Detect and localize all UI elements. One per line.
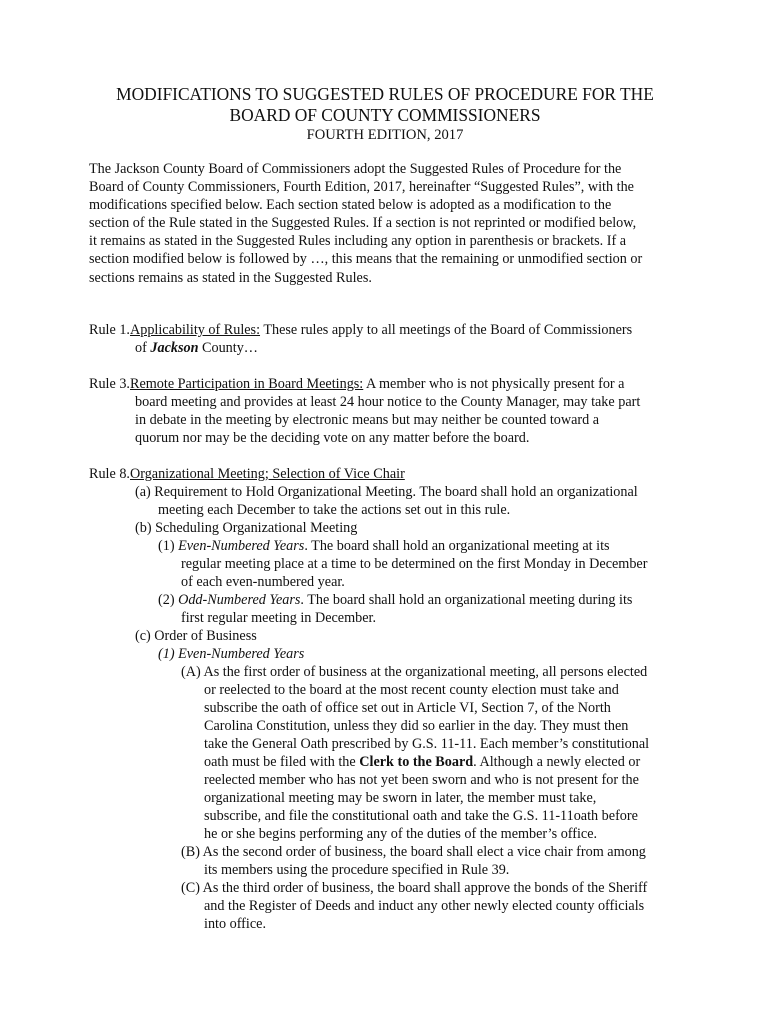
intro-line: sections remains as stated in the Suggested Rules.	[89, 269, 372, 286]
rule-8-C-line: (C) As the third order of business, the board shall approve the bonds of the Sheriff	[181, 880, 648, 896]
clerk-to-board: Clerk to the Board	[359, 754, 474, 770]
rule-8-A-line: he or she begins performing any of the duties of the member’s office.	[204, 826, 598, 842]
rule-1-text: These rules apply to all meetings of the Board of Commissioners	[260, 322, 633, 338]
rule-8-c-heading: (c) Order of Business	[135, 628, 257, 644]
rule-3-line-1	[89, 375, 624, 393]
intro-line: modifications specified below. Each section stated below is adopted as a modification to the	[89, 197, 612, 214]
rule-8-A-line: or reelected to the board at the most recent county election must take and	[204, 682, 619, 698]
rule-8-C-line: into office.	[204, 916, 266, 932]
rule-1-line-1	[89, 321, 632, 339]
rule-8-A-text: . Although a newly elected or	[473, 754, 641, 770]
rule-8-a-line-2: meeting each December to take the actions set out in this rule.	[158, 502, 511, 518]
rule-8-b2-label: (2)	[158, 592, 179, 608]
document-title-line-2: BOARD OF COUNTY COMMISSIONERS	[229, 105, 541, 125]
rule-8-A-line: organizational meeting may be sworn in later, the member must take,	[204, 790, 597, 806]
intro-line: it remains as stated in the Suggested Rules including any option in parenthesis or brackets. If a	[89, 233, 627, 250]
intro-line: Board of County Commissioners, Fourth Edition, 2017, hereinafter “Suggested Rules”, with the	[89, 179, 634, 196]
rule-1-heading: Applicability of Rules:	[129, 322, 261, 338]
rule-3-line: board meeting and provides at least 24 hour notice to the County Manager, may take part	[135, 394, 641, 410]
rule-1-text-suffix: County…	[198, 340, 258, 356]
rule-8-B-line: (B) As the second order of business, the board shall elect a vice chair from among	[181, 844, 646, 860]
rule-8-heading: Organizational Meeting; Selection of Vice Chair	[129, 466, 405, 482]
rule-8-A-text: oath must be filed with the	[204, 754, 360, 770]
rule-8-C-line: and the Register of Deeds and induct any other newly elected county officials	[204, 898, 645, 914]
rule-3-text: A member who is not physically present for a	[363, 376, 625, 392]
rule-8-A-line: take the General Oath prescribed by G.S. 11-11. Each member’s constitutional	[204, 736, 650, 752]
rule-8-B-line: its members using the procedure specified in Rule 39.	[204, 862, 510, 878]
intro-line: section modified below is followed by …, this means that the remaining or unmodified section or	[89, 251, 643, 268]
rule-1-line-2	[135, 339, 258, 357]
rule-8-line-1	[89, 465, 405, 483]
rule-1-number: Rule 1.	[89, 322, 130, 338]
rule-8-c1-heading: (1) Even-Numbered Years	[158, 646, 305, 662]
rule-8-A-line: (A) As the first order of business at the organizational meeting, all persons elected	[181, 664, 648, 680]
rule-8-A-line-clerk	[204, 753, 640, 771]
rule-8-b2-line-2: first regular meeting in December.	[181, 610, 377, 626]
rule-8-A-line: subscribe, and file the constitutional oath and take the G.S. 11-11oath before	[204, 808, 638, 824]
rule-8-b2-line-1	[158, 591, 632, 609]
rule-8-b1-line-2: regular meeting place at a time to be determined on the first Monday in December	[181, 556, 648, 572]
rule-8-a-line-1: (a) Requirement to Hold Organizational Meeting. The board shall hold an organizational	[135, 484, 638, 500]
rule-8-b2-italic: Odd-Numbered Years	[178, 592, 301, 608]
intro-line: section of the Rule stated in the Suggested Rules. If a section is not reprinted or modified below,	[89, 215, 637, 232]
document-edition: FOURTH EDITION, 2017	[306, 127, 464, 143]
county-name: Jackson	[150, 340, 199, 356]
rule-3-line: in debate in the meeting by electronic means but may neither be counted toward a	[135, 412, 600, 428]
rule-3-number: Rule 3.	[89, 376, 130, 392]
rule-8-b1-line-1	[158, 537, 610, 555]
rule-8-b-heading: (b) Scheduling Organizational Meeting	[135, 520, 358, 536]
rule-8-A-line: Carolina Constitution, unless they did so earlier in the day. They must then	[204, 718, 629, 734]
intro-paragraph	[89, 160, 689, 287]
rule-8-b2-text: . The board shall hold an organizational meeting during its	[300, 592, 633, 608]
rule-8-number: Rule 8.	[89, 466, 130, 482]
rule-8-b1-line-3: of each even-numbered year.	[181, 574, 345, 590]
rule-3-line: quorum nor may be the deciding vote on any matter before the board.	[135, 430, 530, 446]
rule-8-b1-text: . The board shall hold an organizational meeting at its	[304, 538, 610, 554]
document-title-line-1: MODIFICATIONS TO SUGGESTED RULES OF PROCEDURE FOR THE	[116, 84, 654, 104]
rule-8-A-line: subscribe the oath of office set out in Article VI, Section 7, of the North	[204, 700, 611, 716]
rule-8-A-line: reelected member who has not yet been sworn and who is not present for the	[204, 772, 639, 788]
rule-8-b1-label: (1)	[158, 538, 179, 554]
rule-1-text-prefix: of	[135, 340, 151, 356]
rule-3-heading: Remote Participation in Board Meetings:	[129, 376, 364, 392]
intro-line: The Jackson County Board of Commissioners adopt the Suggested Rules of Procedure for the	[89, 161, 622, 177]
rule-8-b1-italic: Even-Numbered Years	[178, 538, 305, 554]
